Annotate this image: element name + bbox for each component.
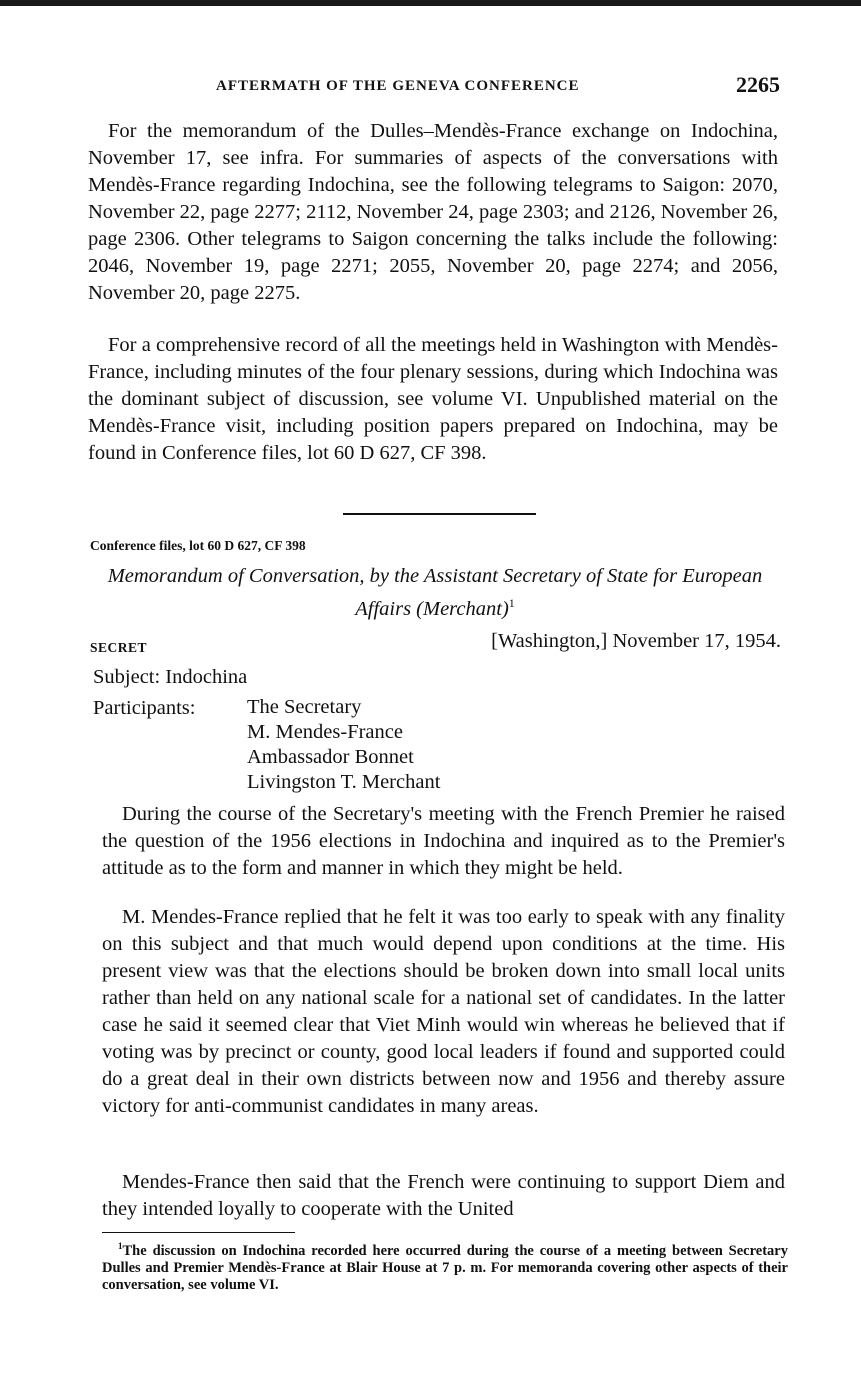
footnote-number: 1: [118, 1241, 123, 1251]
body-paragraph-3: Mendes-France then said that the French were continuing to support Diem and they intended loyally to cooperate with the United: [102, 1171, 785, 1220]
section-divider: [343, 513, 536, 515]
document-title-text: Memorandum of Conversation, by the Assistant Secretary of State for European Affairs (Merchant): [107, 565, 763, 620]
body-paragraph-1: During the course of the Secretary's meeting with the French Premier he raised the question of the 1956 elections in Indochina and inquired as to the Premier's attitude as to the form and manner in which they might be held.: [102, 803, 785, 879]
footnote: [102, 1238, 788, 1294]
footnote-divider: [102, 1232, 295, 1233]
page-number: 2265: [736, 72, 780, 97]
participant: M. Mendes-France: [247, 721, 403, 743]
dateline: [Washington,] November 17, 1954.: [491, 630, 781, 652]
page-header: [88, 72, 780, 102]
participant: Ambassador Bonnet: [247, 746, 414, 768]
participant: Livingston T. Merchant: [247, 771, 441, 793]
participants-list: [247, 695, 440, 795]
footnote-marker: 1: [508, 596, 515, 610]
document-source: Conference files, lot 60 D 627, CF 398: [90, 538, 306, 553]
body-paragraph-2: M. Mendes-France replied that he felt it was too early to speak with any finality on this subject and that much would depend upon conditions at the time. His present view was that the elections should be broken down into small local units rather than held on any national scale for a national set of candidates. In the latter case he said it seemed clear that Viet Minh would win whereas he believed that if voting was by precinct or county, good local leaders if found and supported could do a great deal in their own districts between now and 1956 and thereby assure victory for anti-communist candidates in many areas.: [102, 906, 785, 1117]
subject-line: Subject: Indochina: [93, 666, 248, 688]
footnote-text: The discussion on Indochina recorded here occurred during the course of a meeting between Secretary Dulles and Premier Mendès-France at Blair House at 7 p. m. For memoranda covering other aspects of their conversation, see volume VI.: [102, 1242, 788, 1293]
classification-label: SECRET: [90, 640, 148, 655]
document-title: [90, 563, 780, 623]
participants-label: Participants:: [93, 697, 196, 719]
editorial-note-paragraph-1: For the memorandum of the Dulles–Mendès-France exchange on Indochina, November 17, see infra. For summaries of aspects of the conversations with Mendès-France regarding Indochina, see the following telegrams to Saigon: 2070, November 22, page 2277; 2112, November 24, page 2303; and 2126, November 26, page 2306. Other telegrams to Saigon concerning the talks include the following: 2046, November 19, page 2271; 2055, November 20, page 2274; and 2056, November 20, page 2275.: [88, 120, 778, 304]
running-head: AFTERMATH OF THE GENEVA CONFERENCE: [216, 78, 580, 94]
editorial-note-paragraph-2: For a comprehensive record of all the meetings held in Washington with Mendès-France, including minutes of the four plenary sessions, during which Indochina was the dominant subject of discussion, see volume VI. Unpublished material on the Mendès-France visit, including position papers prepared on Indochina, may be found in Conference files, lot 60 D 627, CF 398.: [88, 334, 778, 464]
participant: The Secretary: [247, 696, 362, 718]
page-top-edge: [0, 0, 861, 6]
